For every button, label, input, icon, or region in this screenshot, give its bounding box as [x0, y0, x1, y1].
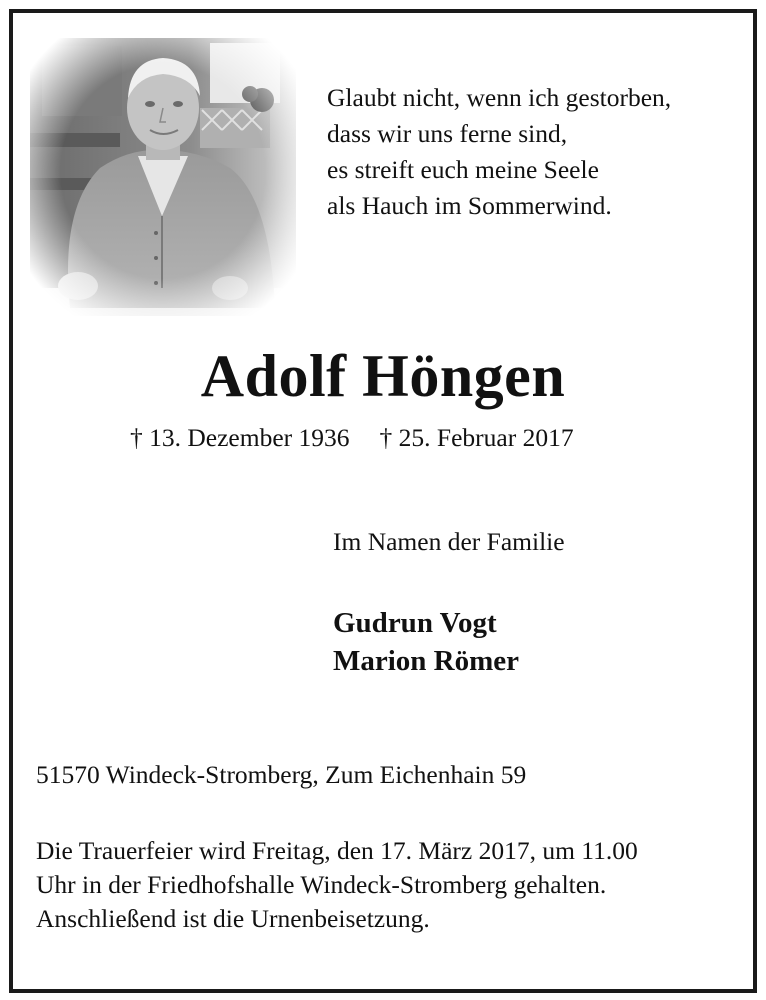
signer-name: Marion Römer — [333, 645, 520, 677]
poem-line: Glaubt nicht, wenn ich gestorben, — [327, 83, 672, 112]
poem — [327, 80, 671, 224]
address: 51570 Windeck-Stromberg, Zum Eichenhain 59 — [36, 760, 527, 789]
signers — [333, 604, 519, 680]
poem-line: es streift euch meine Seele — [327, 155, 599, 184]
date-second: † 25. Februar 2017 — [379, 423, 574, 452]
deceased-name: Adolf Höngen — [200, 343, 566, 409]
signer-name: Gudrun Vogt — [333, 607, 497, 639]
date-first: † 13. Dezember 1936 — [130, 423, 350, 452]
poem-line: dass wir uns ferne sind, — [327, 119, 568, 148]
poem-line: als Hauch im Sommerwind. — [327, 191, 612, 220]
portrait-photo-icon — [30, 38, 296, 316]
service-line: Uhr in der Friedhofshalle Windeck-Stromberg gehalten. — [36, 870, 607, 899]
service-info — [36, 834, 638, 936]
life-dates — [130, 423, 574, 453]
family-label: Im Namen der Familie — [333, 527, 565, 556]
service-line: Anschließend ist die Urnenbeisetzung. — [36, 904, 430, 933]
portrait-photo — [30, 38, 296, 316]
service-line: Die Trauerfeier wird Freitag, den 17. März 2017, um 11.00 — [36, 836, 638, 865]
